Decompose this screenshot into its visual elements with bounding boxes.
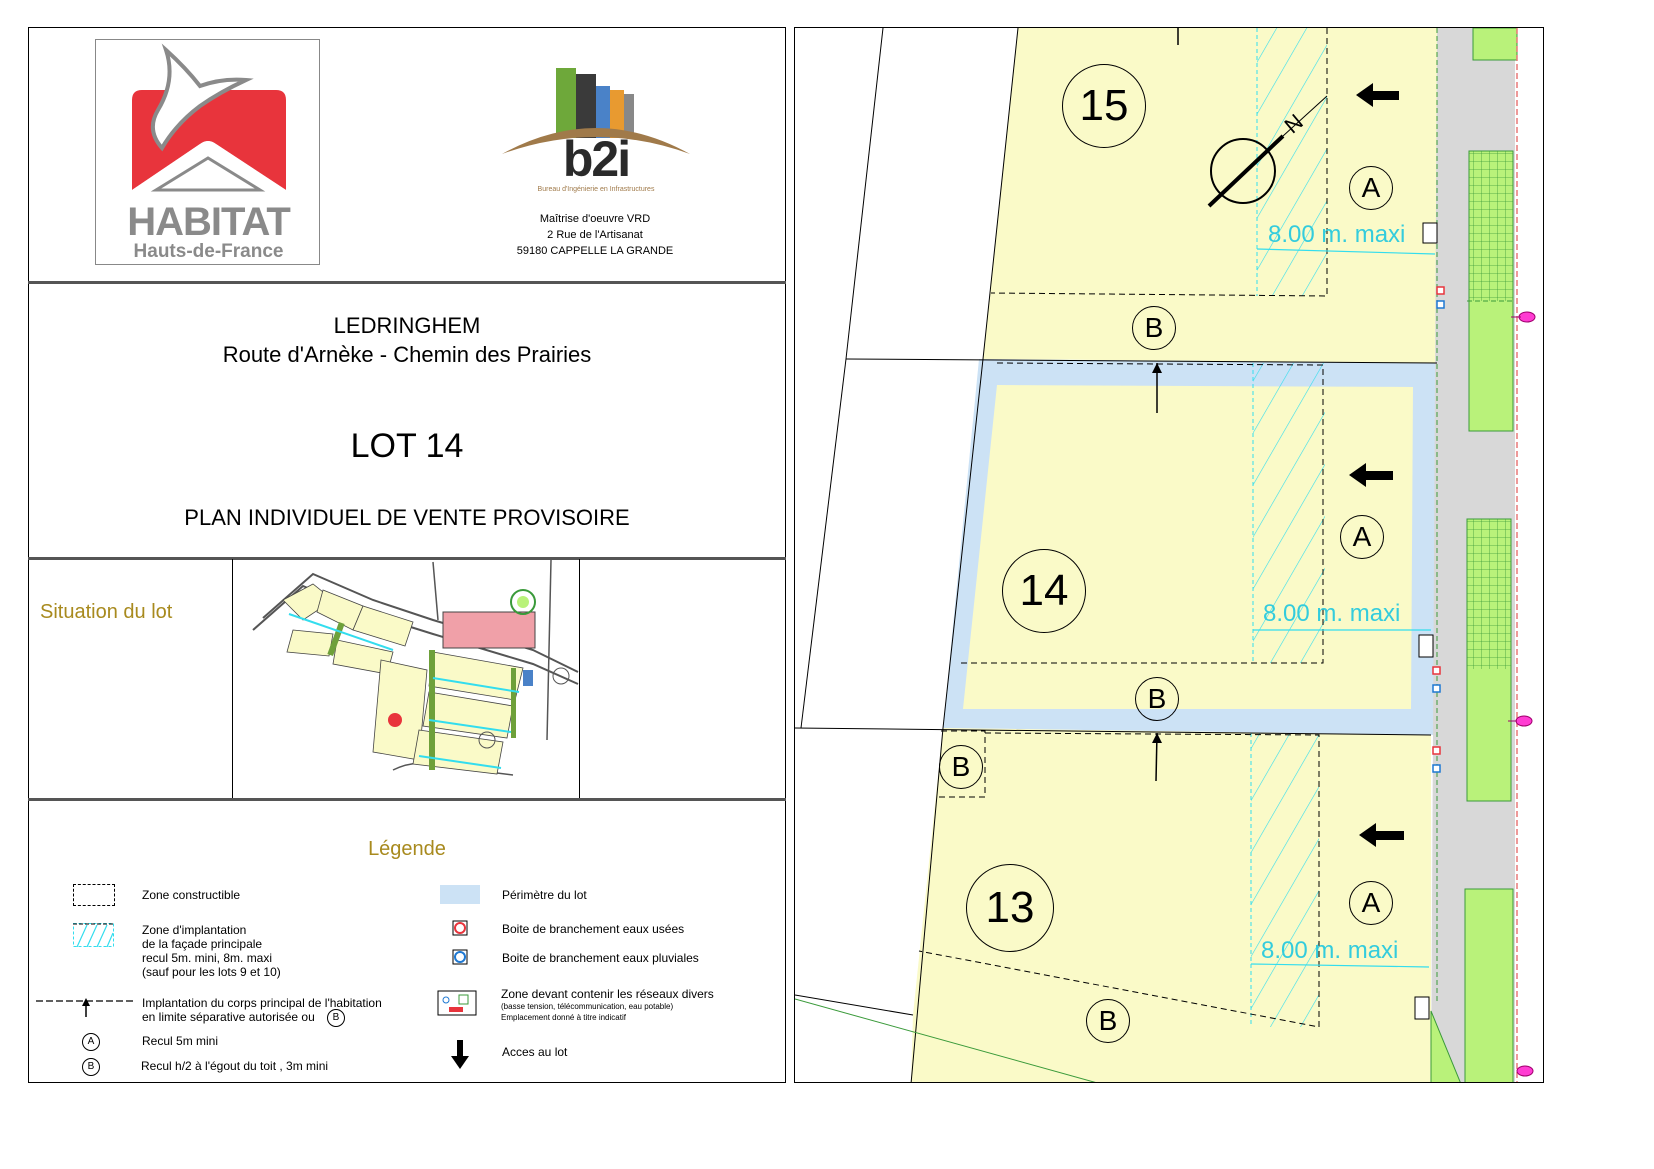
lot-number-13: 13	[966, 864, 1054, 952]
b2i-address-line: 2 Rue de l'Artisanat	[547, 229, 643, 241]
zone-b-marker: B	[1086, 999, 1130, 1043]
zone-b-marker: B	[1135, 677, 1179, 721]
implantation-line-symbol	[36, 993, 136, 1019]
legend-zone-implantation	[142, 923, 281, 979]
zone-implantation-symbol	[73, 923, 114, 947]
b2i-name: b2i	[562, 131, 630, 187]
legend-line: Zone d'implantation	[142, 923, 247, 937]
legend-line: de la façade principale	[142, 937, 263, 951]
symbol-b-circle: B	[327, 1009, 345, 1027]
legend-eaux-pluviales: Boite de branchement eaux pluviales	[502, 951, 699, 965]
zone-constructible-symbol	[73, 884, 115, 906]
plan-type: PLAN INDIVIDUEL DE VENTE PROVISOIRE	[184, 505, 630, 530]
legend-line: (sauf pour les lots 9 et 10)	[142, 965, 281, 979]
legend-reseaux-note: Emplacement donné à titre indicatif	[501, 1013, 626, 1022]
legend-perimetre: Périmètre du lot	[502, 888, 587, 902]
legend-title: Légende	[368, 838, 446, 860]
symbol-b-circle: B	[82, 1058, 100, 1076]
legend-acces: Acces au lot	[502, 1045, 568, 1059]
zone-a-marker: A	[1349, 166, 1393, 210]
zone-b-marker: B	[1132, 306, 1176, 350]
legend-line: recul 5m. mini, 8m. maxi	[142, 951, 273, 965]
eaux-usees-icon	[452, 920, 468, 936]
zone-a-marker: A	[1340, 515, 1384, 559]
legend-eaux-usees: Boite de branchement eaux usées	[502, 922, 685, 936]
habitat-title: HABITAT	[127, 200, 290, 244]
lot-title: LOT 14	[350, 427, 464, 465]
legend-recul-b: Recul h/2 à l'égout du toit , 3m mini	[141, 1059, 329, 1073]
legend-zone-constructible: Zone constructible	[142, 888, 241, 902]
lot-number-15: 15	[1062, 64, 1146, 148]
eaux-pluviales-icon	[452, 949, 468, 965]
situation-divider-right	[579, 559, 580, 799]
perimetre-symbol	[440, 885, 480, 904]
road-name: Route d'Arnèke - Chemin des Prairies	[222, 342, 592, 367]
b2i-address-line: Maîtrise d'oeuvre VRD	[539, 213, 651, 225]
lot-plan	[795, 28, 1544, 1083]
symbol-a-circle: A	[82, 1033, 100, 1051]
b2i-tagline: Bureau d'Ingénierie en Infrastructures	[537, 186, 655, 193]
divider	[28, 798, 786, 801]
plan-panel	[794, 27, 1544, 1083]
b2i-address	[470, 211, 720, 259]
setback-label: 8.00 m. maxi	[1263, 600, 1401, 627]
situation-label: Situation du lot	[40, 601, 173, 623]
legend-implantation-line2: en limite séparative autorisée ou	[142, 1010, 315, 1024]
situation-map	[233, 560, 579, 798]
habitat-subtitle: Hauts-de-France	[133, 241, 284, 262]
zone-b-marker: B	[939, 745, 983, 789]
acces-arrow-icon	[450, 1040, 470, 1070]
legend-reseaux: Zone devant contenir les réseaux divers	[501, 987, 714, 1001]
legend-reseaux-detail: (basse tension, télécommunication, eau potable)	[501, 1002, 674, 1011]
legend-implantation-line1: Implantation du corps principal de l'habitation	[142, 996, 382, 1010]
divider	[28, 281, 786, 284]
north-letter: N	[1279, 108, 1308, 139]
legend-recul-a: Recul 5m mini	[142, 1034, 219, 1048]
b2i-logo	[500, 62, 692, 196]
town-name: LEDRINGHEM	[333, 313, 481, 338]
habitat-logo	[95, 39, 320, 265]
zone-a-marker: A	[1349, 881, 1393, 925]
lot-number-14: 14	[1002, 549, 1086, 633]
b2i-address-line: 59180 CAPPELLE LA GRANDE	[516, 245, 674, 257]
setback-label: 8.00 m. maxi	[1268, 221, 1406, 248]
setback-label: 8.00 m. maxi	[1261, 937, 1399, 964]
reseaux-icon	[437, 990, 477, 1016]
